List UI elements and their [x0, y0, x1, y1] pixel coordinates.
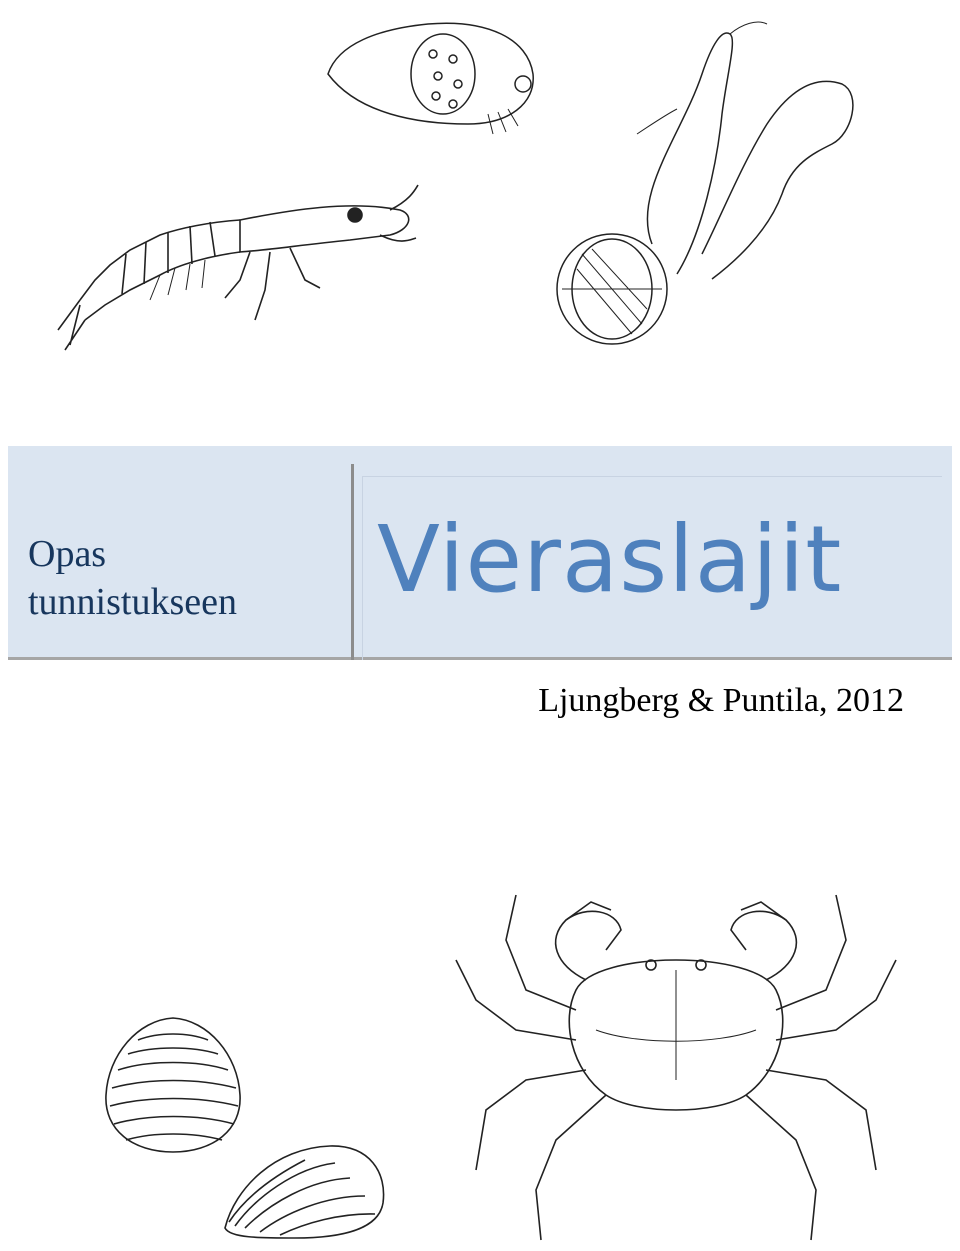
title-panel	[362, 476, 942, 660]
title-band	[8, 446, 952, 660]
author-line: Ljungberg & Puntila, 2012	[538, 682, 904, 719]
subtitle-line-2: tunnistukseen	[28, 581, 237, 623]
subtitle-line-1: Opas	[28, 533, 107, 575]
water-flea-icon	[318, 14, 548, 144]
main-title: Vieraslajit	[377, 506, 843, 613]
shrimp-icon	[50, 180, 420, 360]
subtitle-block	[28, 530, 237, 626]
comb-jelly-icon	[552, 14, 872, 354]
band-divider	[351, 464, 354, 660]
mussel-icon	[215, 1138, 395, 1248]
crab-icon	[446, 880, 906, 1250]
